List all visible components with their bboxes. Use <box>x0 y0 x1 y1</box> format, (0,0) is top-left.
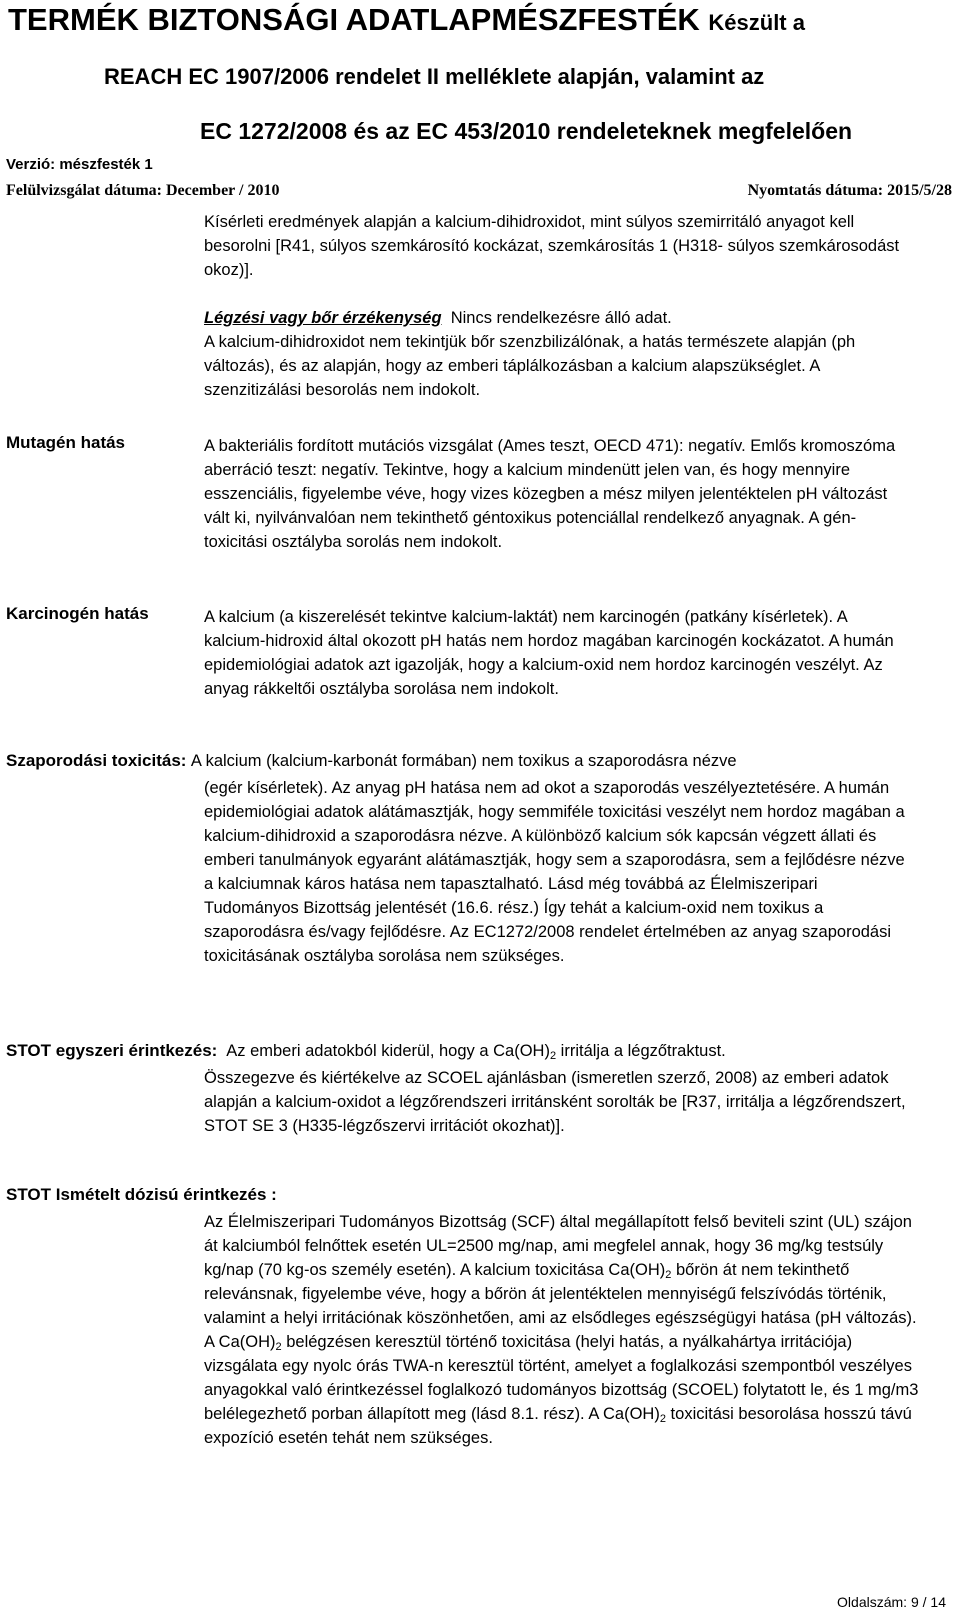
reproductive-first-line <box>6 751 737 771</box>
stot-single-text: Összegezve és kiértékelve az SCOEL ajánlásban (ismeretlen szerző, 2008) az emberi adatok alapján a kalcium-oxidot a légzőrendszeri irritánsként sorolták be [R37, irritálja a légzőrendszert, STOT SE 3 (H335-légzőszervi irritációt okozhat)]. <box>204 1069 906 1135</box>
print-date: Nyomtatás dátuma: 2015/5/28 <box>747 182 952 199</box>
sensitisation-text: A kalcium-dihidroxidot nem tekintjük bőr szenzbilizálónak, a hatás természete alapján (ph változás), és az alapján, hogy az emberi táplálkozásban a kalcium alapszükséglet. A szenzitizálási besorolás nem indokolt. <box>204 333 856 399</box>
title-main: TERMÉK BIZTONSÁGI ADATLAPMÉSZFESTÉK <box>8 2 700 37</box>
regulation-line-1: REACH EC 1907/2006 rendelet II melléklete alapján, valamint az <box>104 64 765 89</box>
page-number: 9 <box>910 1594 919 1610</box>
page-label: Oldalszám: <box>837 1594 908 1610</box>
review-date: Felülvizsgálat dátuma: December / 2010 <box>6 182 280 199</box>
sensitisation-section <box>204 306 912 402</box>
stot-repeated-sub-3: 2 <box>659 1413 666 1425</box>
eye-irritation-text: Kísérleti eredmények alapján a kalcium-dihidroxidot, mint súlyos szemirritáló anyagot kell besorolni [R41, súlyos szemkárosító kockázat, szemkárosítás 1 (H318- súlyos szemkárosodást okoz)]. <box>204 213 900 279</box>
reproductive-label: Szaporodási toxicitás: <box>6 751 187 770</box>
stot-repeated-sub-2: 2 <box>275 1341 282 1353</box>
stot-single-first-post: irritálja a légzőtraktust. <box>556 1042 726 1060</box>
carcinogen-text: A kalcium (a kiszerelését tekintve kalcium-laktát) nem karcinogén (patkány kísérletek). A kalcium-hidroxid által okozott pH hatás nem hordoz magában karcinogén kockázatot. A humán epidemiológiai adatok azt igazolják, hogy a kalcium-oxid nem hordoz karcinogén veszélyt. Az anyag rákkeltői osztályba sorolása nem indokolt. <box>204 608 894 698</box>
stot-single-first-line <box>6 1041 726 1061</box>
mutagen-label: Mutagén hatás <box>6 433 126 452</box>
stot-single-sub: 2 <box>549 1050 557 1062</box>
stot-repeated-part-3: belégzésen keresztül történő toxicitása (helyi hatás, a nyálkahártya irritációja) vizsgálata egy nyolc órás TWA-n keresztül történt, amelyet a foglalkozási szempontból veszélyes anyagokkal való érintkezéssel foglalkozó tudományos bizottság (SCOEL) folytatott le, és 1 mg/m3 belélegezhető porban állapított meg (lásd 8.1. rész). A Ca(OH) <box>204 1333 919 1423</box>
document-title <box>8 2 805 38</box>
reproductive-text: (egér kísérletek). Az anyag pH hatása nem ad okot a szaporodás veszélyeztetésére. A humán epidemiológiai adatok alátámasztják, hogy semmiféle toxicitási veszélyt nem hordoz magában a kalcium-dihidroxid a szaporodásra nézve. A különböző kalcium sók kapcsán végzett állati és emberi tanulmányok egyaránt alátámasztják, hogy sem a szaporodásra, sem a fejlődésre nézve a kalciumnak káros hatása nem tapasztalható. Lásd még továbbá az Élelmiszeripari Tudományos Bizottság jelentését (16.6. rész.) Így tehát a kalcium-oxid nem toxikus a szaporodásra és/vagy fejlődésre. Az EC1272/2008 rendelet értelmében az anyag szaporodási toxicitásának osztályba sorolása nem szükséges. <box>204 779 905 965</box>
mutagen-text: A bakteriális fordított mutációs vizsgálat (Ames teszt, OECD 471): negatív. Emlős kromoszóma aberráció teszt: negatív. Tekintve, hogy a kalcium mindenütt jelen van, és hogy mennyire esszenciális, figyelembe véve, hogy vizes közegben a mész milyen jelentéktelen pH változást vált ki, nyilvánvalóan nem tekinthető géntoxikus potenciállal rendelkező anyagnak. A gén-toxicitási osztályba sorolás nem indokolt. <box>204 437 896 551</box>
stot-single-first-pre: Az emberi adatokból kiderül, hogy a Ca(OH) <box>226 1042 550 1060</box>
stot-single-label: STOT egyszeri érintkezés: <box>6 1041 218 1060</box>
stot-repeated-sub-1: 2 <box>665 1269 672 1281</box>
page-footer: Oldalszám: 9 / 14 <box>837 1594 946 1610</box>
stot-repeated-part-4: toxicitási besorolása hosszú távú expozíció esetén tehát nem szükséges. <box>204 1405 912 1447</box>
stot-repeated-part-1: Az Élelmiszeripari Tudományos Bizottság (SCF) által megállapított felső beviteli szint (UL) szájon át kalciumból felnőttek esetén UL=2500 mg/nap, ami megfelel annak, hogy 36 mg/kg testsúly kg/nap (70 kg-os személy esetén). A kalcium toxicitása Ca(OH) <box>204 1213 912 1279</box>
sensitisation-label: Légzési vagy bőr érzékenység <box>204 309 442 327</box>
reproductive-first: A kalcium (kalcium-karbonát formában) nem toxikus a szaporodásra nézve <box>190 752 737 770</box>
carcinogen-label: Karcinogén hatás <box>6 604 149 623</box>
stot-repeated-part-2: bőrön át nem tekinthető relevánsnak, figyelembe véve, hogy a bőrön át jelentéktelen mennyiségű felszívódás történik, valamint a helyi irritációnak köszönhetően, ami az elsődleges egészségügyi hatása (pH változás). A Ca(OH) <box>204 1261 917 1351</box>
sensitisation-first: Nincs rendelkezésre álló adat. <box>450 309 672 327</box>
page-total: 14 <box>930 1594 946 1610</box>
version-label: Verzió: mészfesték 1 <box>6 156 153 173</box>
regulation-line-2: EC 1272/2008 és az EC 453/2010 rendeleteknek megfelelően <box>200 118 853 144</box>
stot-repeated-label: STOT Ismételt dózisú érintkezés : <box>6 1185 277 1204</box>
title-suffix: Készült a <box>708 10 805 35</box>
stot-repeated-text <box>204 1210 920 1450</box>
